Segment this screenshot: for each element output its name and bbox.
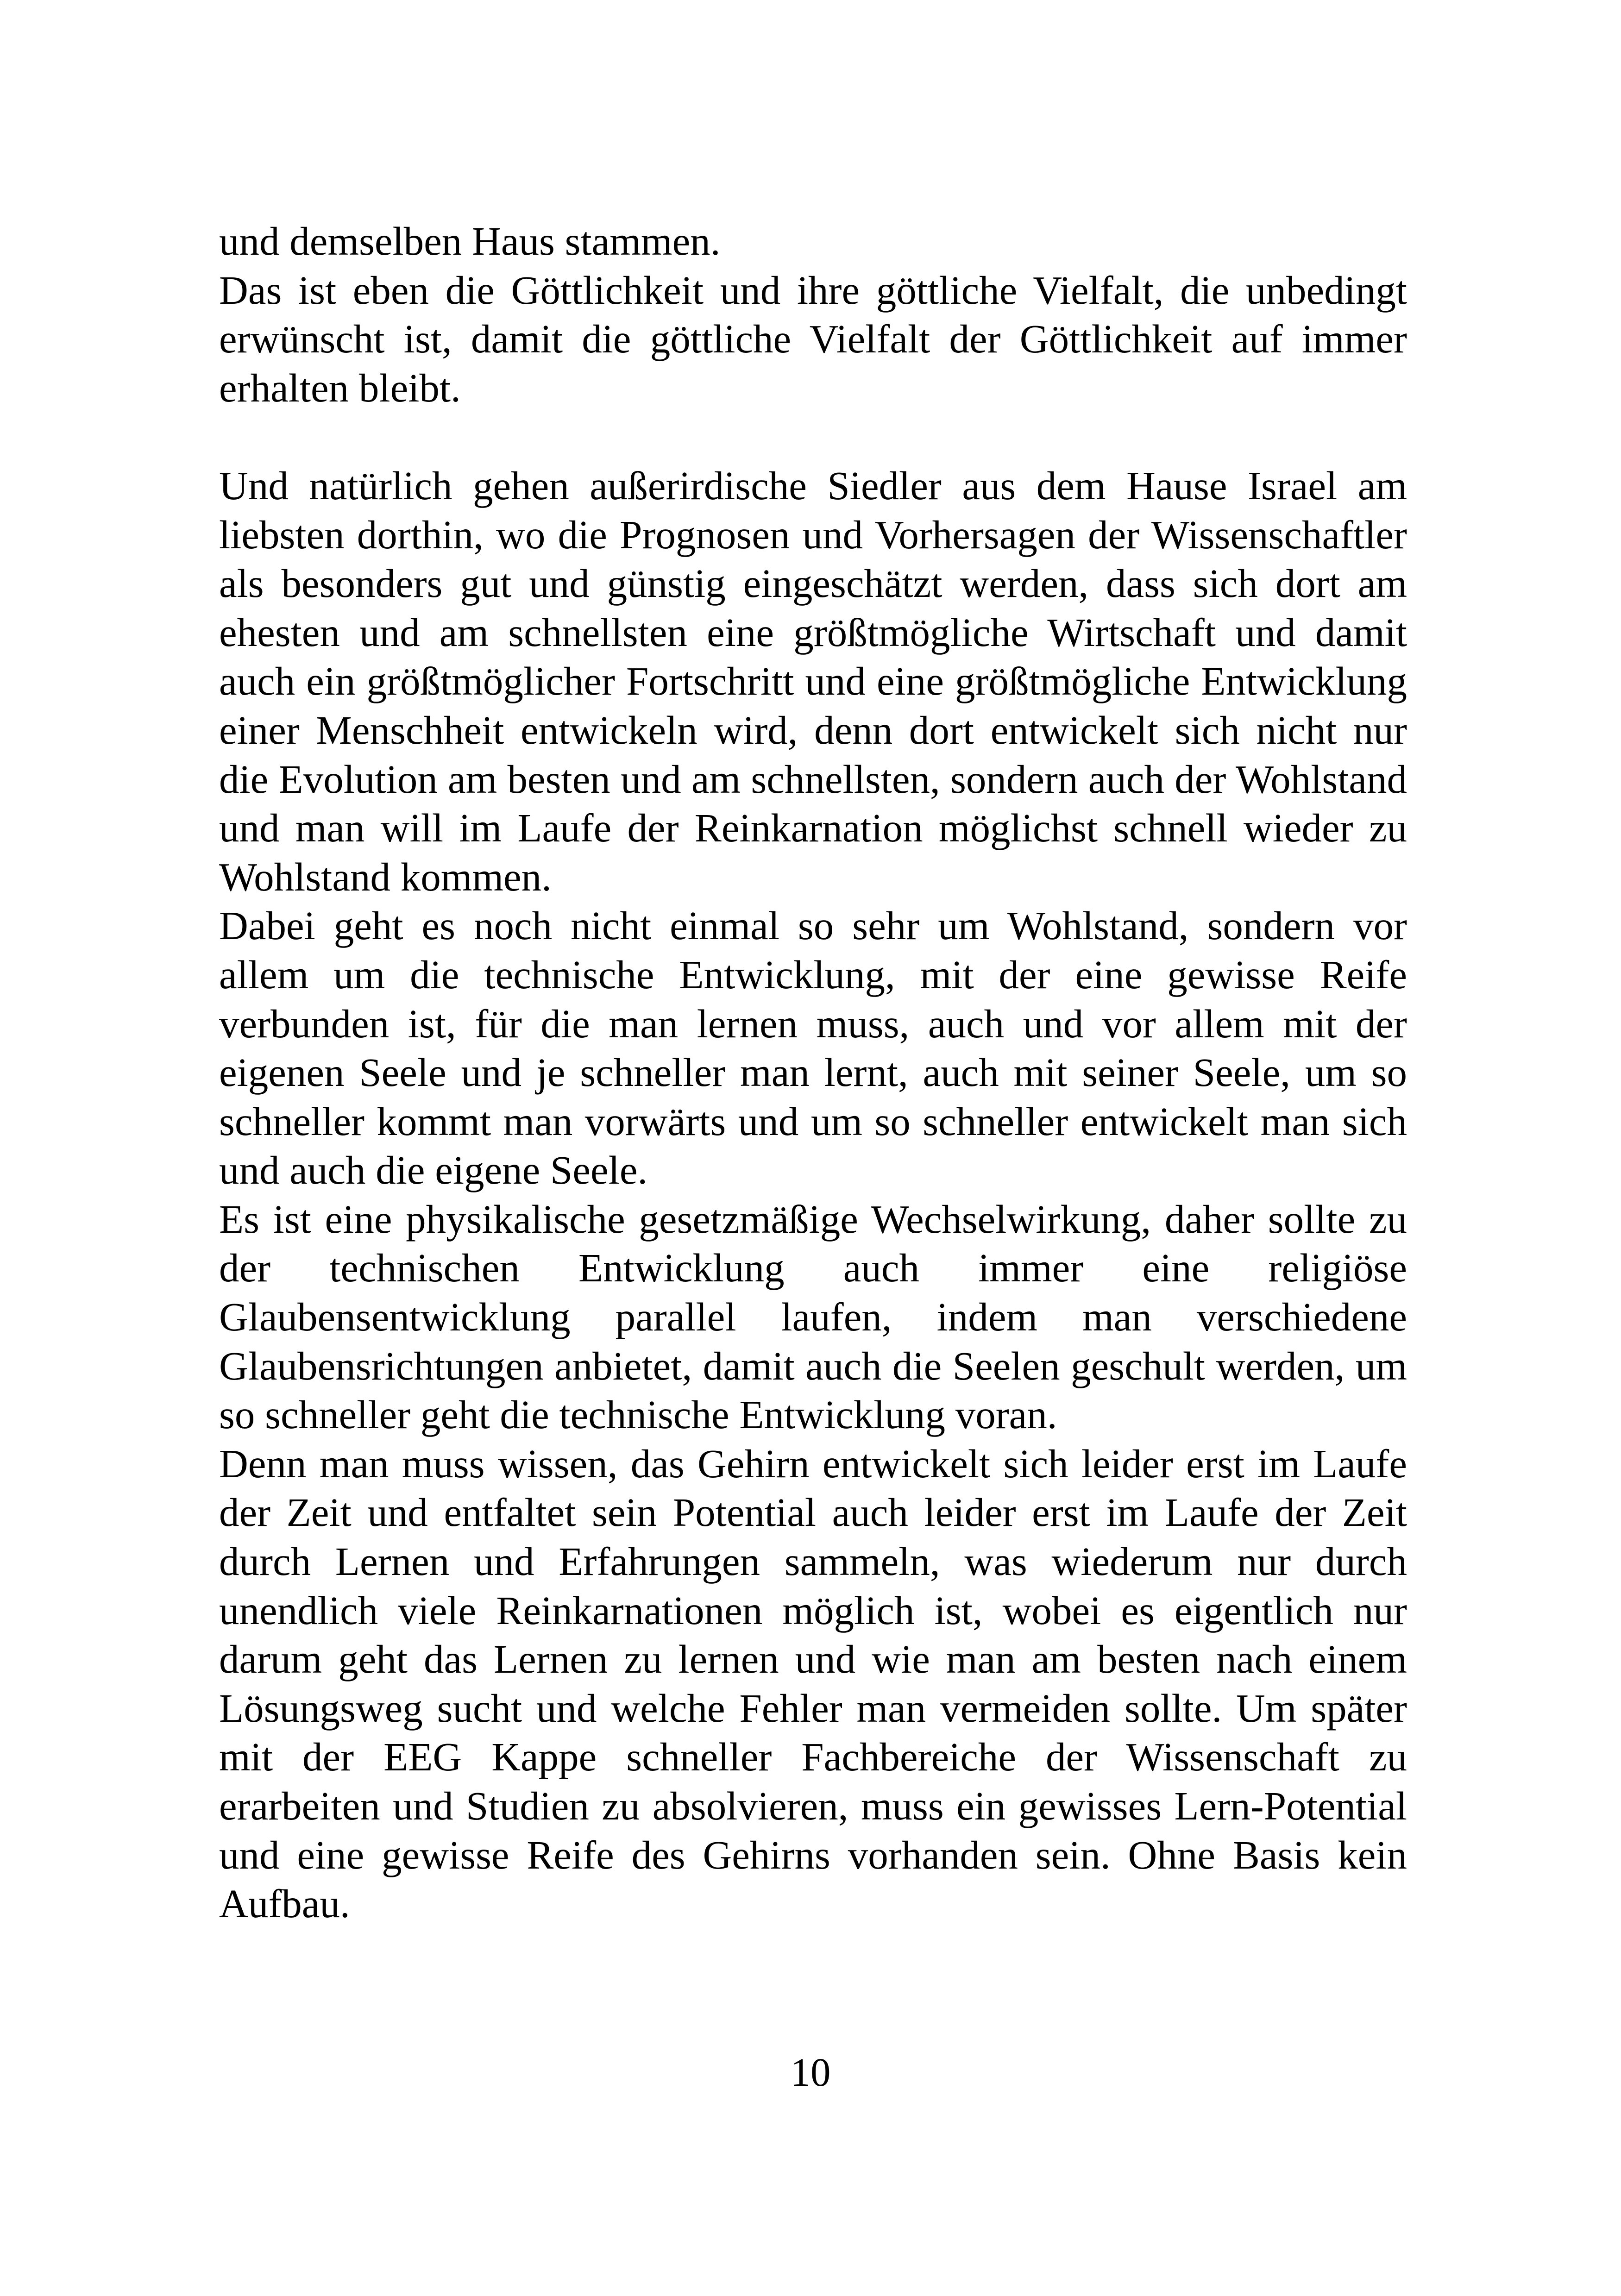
body-text <box>219 217 1407 1928</box>
paragraph-settlers: Und natürlich gehen außerirdische Siedler aus dem Hause Israel am liebsten dorthin, wo die Prognosen und Vorhersagen der Wissenschaftler als besonders gut und günstig eingeschätzt werden, dass sich dort am ehesten und am schnellsten eine größtmögliche Wirtschaft und damit auch ein größtmöglicher Fortschritt und eine größtmögliche Entwicklung einer Menschheit entwickeln wird, denn dort entwickelt sich nicht nur die Evolution am besten und am schnellsten, sondern auch der Wohlstand und man will im Laufe der Reinkarnation möglichst schnell wieder zu Wohlstand kommen. <box>219 463 1407 899</box>
paragraph-interaction: Es ist eine physikalische gesetzmäßige Wechselwirkung, daher sollte zu der technischen Entwicklung auch immer eine religiöse Glaubensentwicklung parallel laufen, indem man verschiedene Glaubensrichtungen anbietet, damit auch die Seelen geschult werden, um so schneller geht die technische Entwicklung voran. <box>219 1196 1407 1437</box>
page-number: 10 <box>790 2050 831 2095</box>
paragraph-technical-development: Dabei geht es noch nicht einmal so sehr um Wohlstand, sondern vor allem um die technische Entwicklung, mit der eine gewisse Reife verbunden ist, für die man lernen muss, auch und vor allem mit der eigenen Seele und je schneller man lernt, auch mit seiner Seele, um so schneller kommt man vorwärts und um so schneller entwickelt man sich und auch die eigene Seele. <box>219 903 1407 1193</box>
paragraph-brain-development: Denn man muss wissen, das Gehirn entwickelt sich leider erst im Laufe der Zeit und entfaltet sein Potential auch leider erst im Laufe der Zeit durch Lernen und Erfahrungen sammeln, was wiederum nur durch unendlich viele Reinkarnationen möglich ist, wobei es eigentlich nur darum geht das Lernen zu lernen und wie man am besten nach einem Lösungsweg sucht und welche Fehler man vermeiden sollte. Um später mit der EEG Kappe schneller Fachbereiche der Wissenschaft zu erarbeiten und Studien zu absolvieren, muss ein gewisses Lern-Potential und eine gewisse Reife des Gehirns vorhanden sein. Ohne Basis kein Aufbau. <box>219 1441 1407 1926</box>
paragraph-spacer <box>219 412 1407 461</box>
paragraph-divine-diversity: Das ist eben die Göttlichkeit und ihre göttliche Vielfalt, die unbedingt erwünscht ist, damit die göttliche Vielfalt der Göttlichkeit auf immer erhalten bleibt. <box>219 267 1407 410</box>
paragraph-continuation: und demselben Haus stammen. <box>219 219 721 263</box>
